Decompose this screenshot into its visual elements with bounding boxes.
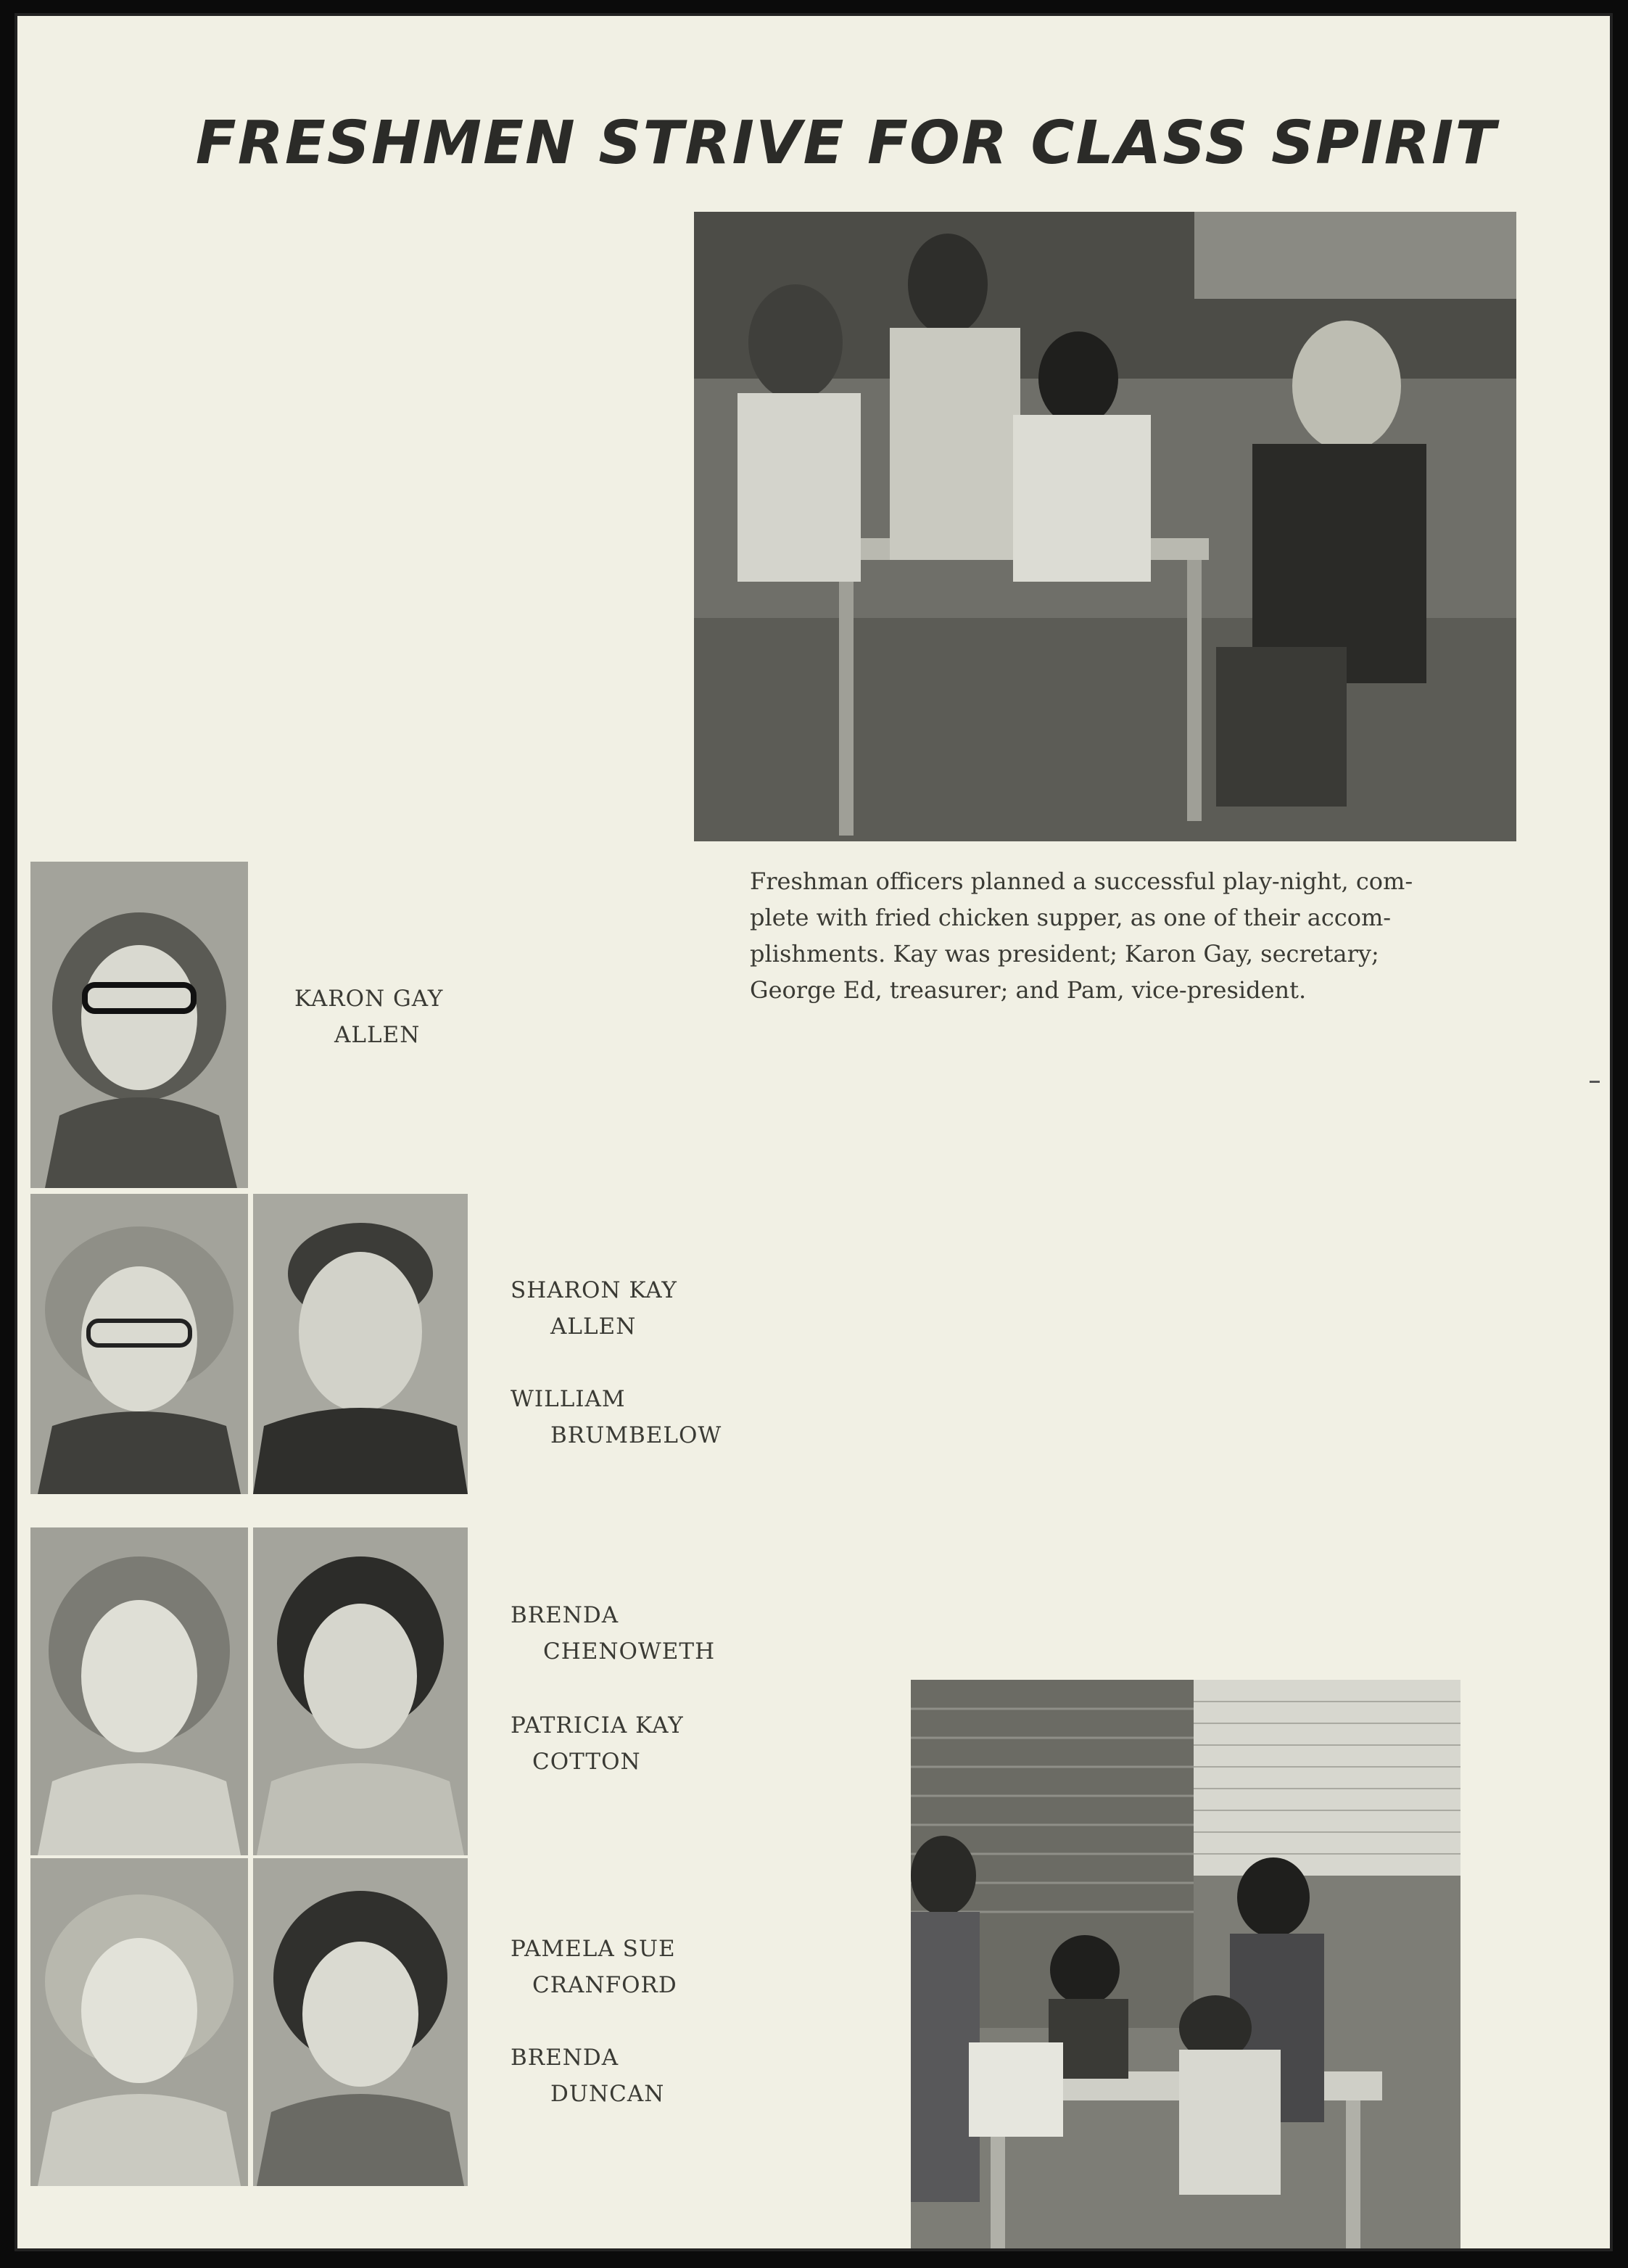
portrait-brenda-duncan	[253, 1858, 468, 2186]
student-name-first: PAMELA SUE	[511, 1936, 676, 1962]
officers-photo	[694, 212, 1516, 841]
student-name-first: SHARON KAY	[511, 1277, 677, 1303]
yearbook-page	[15, 13, 1613, 2251]
portrait-patricia-kay-cotton	[253, 1527, 468, 1855]
page-title: FRESHMEN STRIVE FOR CLASS SPIRIT	[195, 109, 1497, 178]
portrait-william-brumbelow	[253, 1194, 468, 1494]
edge-mark	[1590, 1081, 1600, 1083]
student-name-last: ALLEN	[334, 1022, 421, 1048]
portrait-brenda-chenoweth	[30, 1527, 248, 1855]
student-name-last: BRUMBELOW	[550, 1422, 722, 1448]
student-name-first: BRENDA	[511, 1602, 619, 1628]
student-name-last: CRANFORD	[532, 1972, 677, 1998]
student-name-first: PATRICIA KAY	[511, 1712, 684, 1739]
student-name-first: BRENDA	[511, 2045, 619, 2071]
classroom-photo	[911, 1680, 1460, 2251]
student-name-last: ALLEN	[550, 1314, 637, 1340]
portrait-karon-gay-allen	[30, 862, 248, 1188]
student-name-last: CHENOWETH	[543, 1638, 716, 1665]
student-name-last: DUNCAN	[550, 2081, 665, 2107]
student-name-first: KARON GAY	[294, 986, 444, 1012]
student-name-first: WILLIAM	[511, 1386, 626, 1412]
photo-caption: Freshman officers planned a successful play-night, com- plete with fried chicken supper, as one of their accom- plishments. Kay was president; Karon Gay, secretary; George Ed, treasurer; and Pam, vice-president.	[750, 867, 1413, 1004]
student-name-last: COTTON	[532, 1749, 641, 1775]
portrait-pamela-sue-cranford	[30, 1858, 248, 2186]
portrait-sharon-kay-allen	[30, 1194, 248, 1494]
